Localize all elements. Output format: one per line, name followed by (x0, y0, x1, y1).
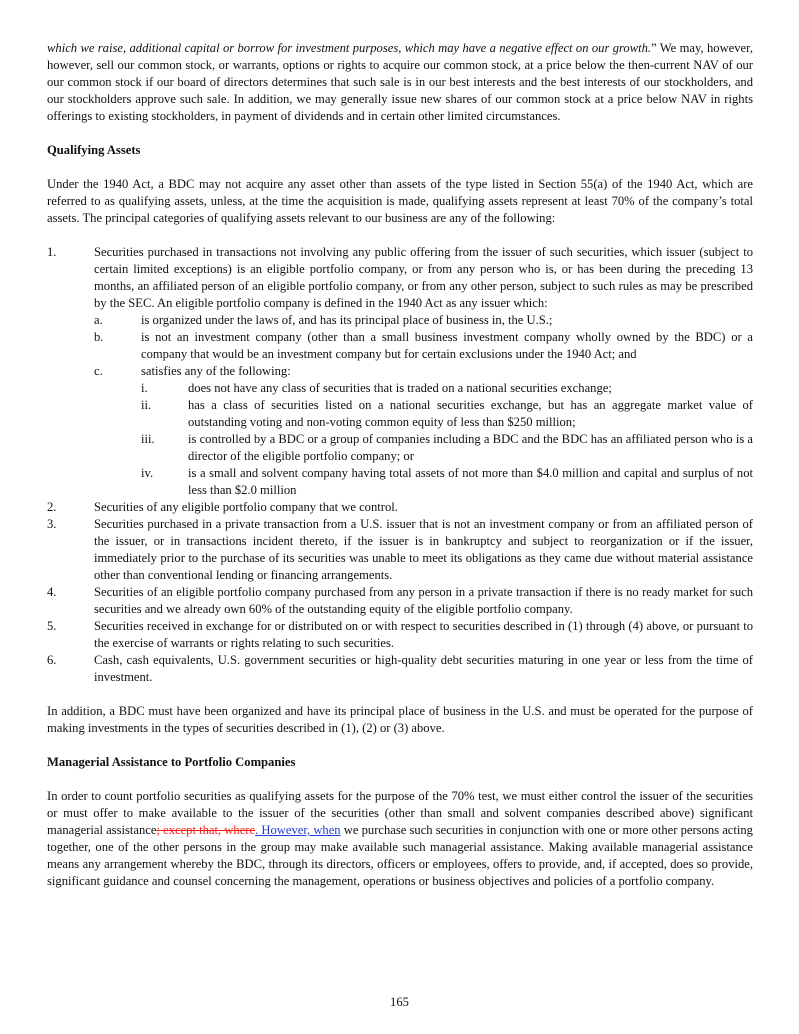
qualifying-intro: Under the 1940 Act, a BDC may not acquire any asset other than assets of the type listed in Section 55(a) of the 1940 Act, which are referred to as qualifying assets, unless, at the time the acquisition is made, qualifying assets represent at least 70% of the company’s total assets. The principal categories of qualifying assets relevant to our business are any of the following: (47, 177, 753, 225)
list-item-1a (47, 312, 753, 329)
list-marker: 5. (47, 619, 57, 633)
list-item-text: is organized under the laws of, and has its principal place of business in, the U.S.; (141, 313, 553, 327)
qualifying-assets-list (47, 244, 753, 686)
list-item-text: is not an investment company (other than a small business investment company wholly owned by the BDC) or a company that would be an investment company but for certain exclusions under the 1940 Act; and (141, 330, 753, 361)
list-item-1c-i (47, 380, 753, 397)
list-item-text: Securities purchased in transactions not involving any public offering from the issuer of such securities, which issuer (subject to certain limited exceptions) is an eligible portfolio company, or from any person who is, or has been during the preceding 13 months, an affiliated person of an eligible portfolio company, or from any other person, subject to such rules as may be prescribed by the SEC. An eligible portfolio company is defined in the 1940 Act as any issuer which: (94, 245, 753, 310)
managerial-text-before: In order to count portfolio securities as qualifying assets for the purpose of the 70% test, we must either control the issuer of the securities or must offer to make available to the issuer of the securities (other than small and solvent companies described above) significant managerial assistance (47, 789, 753, 837)
qualifying-closing: In addition, a BDC must have been organized and have its principal place of business in the U.S. and must be operated for the purpose of making investments in the types of securities described in (1), (2) or (3) above. (47, 704, 753, 735)
section-heading-qualifying-assets: Qualifying Assets (47, 143, 141, 157)
redline-insertion: . However, when (255, 823, 341, 837)
list-item-1 (47, 244, 753, 312)
list-item-text: Securities of any eligible portfolio company that we control. (94, 500, 398, 514)
list-item-text: is controlled by a BDC or a group of companies including a BDC and the BDC has an affiliated person who is a director of the eligible portfolio company; or (188, 432, 753, 463)
list-marker: 3. (47, 517, 57, 531)
list-item-5 (47, 618, 753, 652)
page-number: 165 (390, 995, 409, 1009)
list-item-text: does not have any class of securities that is traded on a national securities exchange; (188, 381, 612, 395)
list-marker: 6. (47, 653, 57, 667)
list-item-text: Securities of an eligible portfolio company purchased from any person in a private transaction if there is no ready market for such securities and we already own 60% of the outstanding equity of the eligible portfolio company. (94, 585, 753, 616)
list-item-text: Securities received in exchange for or distributed on or with respect to securities described in (1) through (4) above, or pursuant to the exercise of warrants or rights relating to such securities. (94, 619, 753, 650)
list-item-text: Securities purchased in a private transaction from a U.S. issuer that is not an investment company or from an affiliated person of the issuer, or in transactions incident thereto, if the issuer is in bankruptcy and subject to reorganization or if the issuer, immediately prior to the purchase of its securities was unable to meet its obligations as they came due without material assistance other than conventional lending or financing arrangements. (94, 517, 753, 582)
list-item-text: has a class of securities listed on a national securities exchange, but has an aggregate market value of outstanding voting and non-voting common equity of less than $250 million; (188, 398, 753, 429)
list-marker: ii. (141, 398, 152, 412)
document-page (47, 40, 753, 890)
list-item-3 (47, 516, 753, 584)
list-item-text: is a small and solvent company having total assets of not more than $4.0 million and capital and surplus of not less than $2.0 million (188, 466, 753, 497)
list-item-1b (47, 329, 753, 363)
italic-quote: which we raise, additional capital or borrow for investment purposes, which may have a negative effect on our growth. (47, 41, 652, 55)
managerial-paragraph (47, 788, 753, 890)
list-item-1c-iv (47, 465, 753, 499)
intro-paragraph (47, 40, 753, 125)
redline-deletion: ; except that, where (156, 823, 256, 837)
managerial-text-after: we purchase such securities in conjunction with one or more other persons acting together, one of the other persons in the group may make available such managerial assistance. Making available managerial assistance means any arrangement whereby the BDC, through its directors, officers or employees, offers to provide, and, if accepted, does so provide, significant guidance and counsel concerning the management, operations or business objectives and policies of a portfolio company. (47, 823, 753, 888)
list-item-1c-ii (47, 397, 753, 431)
list-item-6 (47, 652, 753, 686)
list-marker: iv. (141, 466, 154, 480)
list-item-1c (47, 363, 753, 380)
list-item-2 (47, 499, 753, 516)
list-marker: 1. (47, 245, 57, 259)
list-marker: 4. (47, 585, 57, 599)
list-marker: iii. (141, 432, 155, 446)
list-item-text: Cash, cash equivalents, U.S. government securities or high-quality debt securities maturing in one year or less from the time of investment. (94, 653, 753, 684)
list-marker: c. (94, 364, 103, 378)
list-marker: b. (94, 330, 104, 344)
list-item-4 (47, 584, 753, 618)
section-heading-managerial-assistance: Managerial Assistance to Portfolio Companies (47, 755, 296, 769)
list-item-text: satisfies any of the following: (141, 364, 291, 378)
list-item-1c-iii (47, 431, 753, 465)
list-marker: a. (94, 313, 103, 327)
list-marker: 2. (47, 500, 57, 514)
intro-text: ” We may, however, however, sell our common stock, or warrants, options or rights to acquire our common stock, at a price below the then-current NAV of our our common stock if our board of directors determines that such sale is in our best interests and the best interests of our stockholders, and our stockholders approve such sale. In addition, we may generally issue new shares of our common stock at a price below NAV in rights offerings to existing stockholders, in payment of dividends and in certain other limited circumstances. (47, 41, 753, 123)
list-marker: i. (141, 381, 148, 395)
